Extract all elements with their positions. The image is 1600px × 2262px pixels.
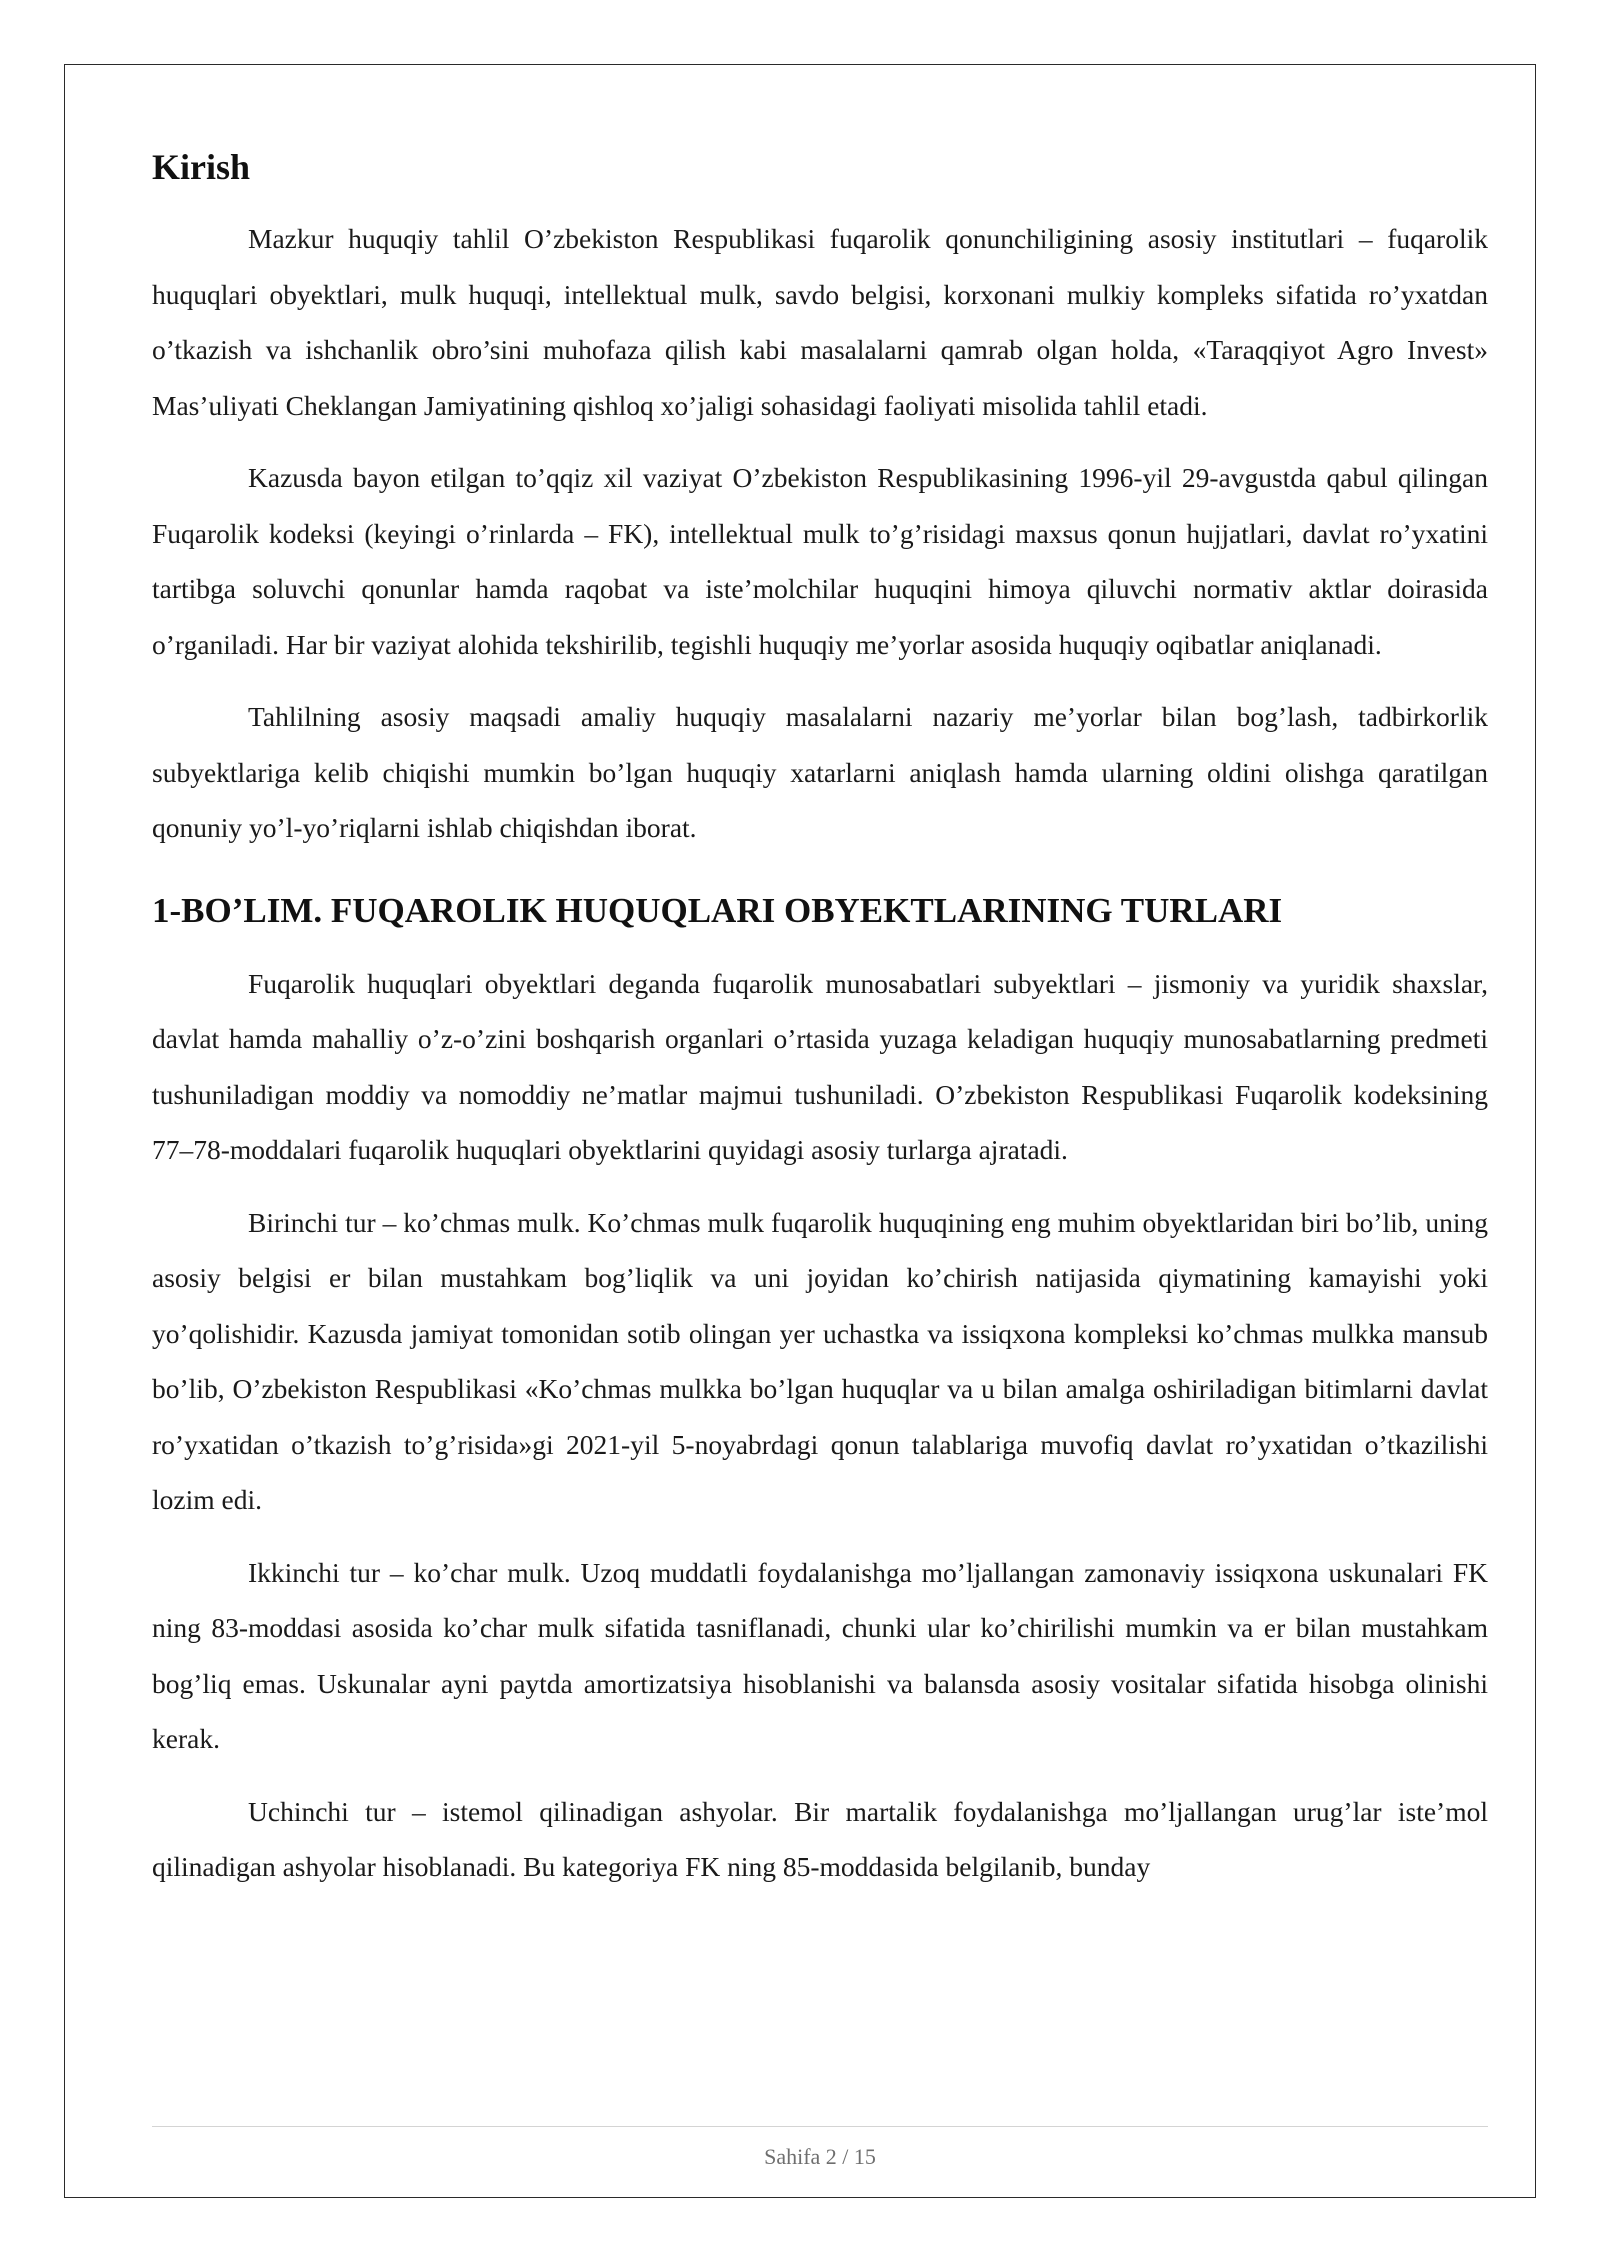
intro-paragraph-3: Tahlilning asosiy maqsadi amaliy huquqiy masalalarni nazariy me’yorlar bilan bog’lash, tadbirkorlik subyektlariga kelib chiqishi mumkin bo’lgan huquqiy xatarlarni aniqlash hamda ularning oldini olishga qaratilgan qonuniy yo’l-yo’riqlarni ishlab chiqishdan iborat.: [152, 701, 1488, 844]
section-paragraph-1: Fuqarolik huquqlari obyektlari deganda fuqarolik munosabatlari subyektlari – jismoniy va yuridik shaxslar, davlat hamda mahalliy o’z-o’zini boshqarish organlari o’rtasida yuzaga keladigan huquqiy munosabatlarning predmeti tushuniladigan moddiy va nomoddiy ne’matlar majmui tushuniladi. O’zbekiston Respublikasi Fuqarolik kodeksining 77–78-moddalari fuqarolik huquqlari obyektlarini quyidagi asosiy turlarga ajratadi.: [152, 967, 1488, 1166]
intro-paragraph-2: Kazusda bayon etilgan to’qqiz xil vaziyat O’zbekiston Respublikasining 1996-yil 29-avgustda qabul qilingan Fuqarolik kodeksi (keyingi o’rinlarda – FK), intellektual mulk to’g’risidagi maxsus qonun hujjatlari, davlat ro’yxatini tartibga soluvchi qonunlar hamda raqobat va iste’molchilar huquqini himoya qiluvchi normativ aktlar doirasida o’rganiladi. Har bir vaziyat alohida tekshirilib, tegishli huquqiy me’yorlar asosida huquqiy oqibatlar aniqlanadi.: [152, 462, 1488, 660]
document-body: [152, 146, 1488, 1912]
section-paragraph-3: Ikkinchi tur – ko’char mulk. Uzoq muddatli foydalanishga mo’ljallangan zamonaviy issiqxona uskunalari FK ning 83-moddasi asosida ko’char mulk sifatida tasniflanadi, chunki ular ko’chirilishi mumkin va er bilan mustahkam bog’liq emas. Uskunalar ayni paytda amortizatsiya hisoblanishi va balansda asosiy vositalar sifatida hisobga olinishi kerak.: [152, 1556, 1488, 1755]
section-paragraph-2: Birinchi tur – ko’chmas mulk. Ko’chmas mulk fuqarolik huquqining eng muhim obyektlaridan biri bo’lib, uning asosiy belgisi er bilan mustahkam bog’liqlik va uni joyidan ko’chirish natijasida qiymatining kamayishi yoki yo’qolishidir. Kazusda jamiyat tomonidan sotib olingan yer uchastka va issiqxona kompleksi ko’chmas mulkka mansub bo’lib, O’zbekiston Respublikasi «Ko’chmas mulkka bo’lgan huquqlar va u bilan amalga oshiriladigan bitimlarni davlat ro’yxatidan o’tkazish to’g’risida»gi 2021-yil 5-noyabrdagi qonun talablariga muvofiq davlat ro’yxatidan o’tkazilishi lozim edi.: [152, 1206, 1488, 1516]
section-heading: 1-BO’LIM. FUQAROLIK HUQUQLARI OBYEKTLARINING TURLARI: [152, 890, 1283, 930]
page-number: Sahifa 2 / 15: [764, 2144, 876, 2169]
section-paragraph-4: Uchinchi tur – istemol qilinadigan ashyolar. Bir martalik foydalanishga mo’ljallangan urug’lar iste’mol qilinadigan ashyolar hisoblanadi. Bu kategoriya FK ning 85-moddasida belgilanib, bunday: [152, 1795, 1488, 1883]
footer-divider: [152, 2126, 1488, 2127]
intro-paragraph-1: Mazkur huquqiy tahlil O’zbekiston Respublikasi fuqarolik qonunchiligining asosiy institutlari – fuqarolik huquqlari obyektlari, mulk huquqi, intellektual mulk, savdo belgisi, korxonani mulkiy kompleks sifatida ro’yxatdan o’tkazish va ishchanlik obro’sini muhofaza qilish kabi masalalarni qamrab olgan holda, «Taraqqiyot Agro Invest» Mas’uliyati Cheklangan Jamiyatining qishloq xo’jaligi sohasidagi faoliyati misolida tahlil etadi.: [152, 223, 1488, 421]
intro-heading: Kirish: [152, 147, 251, 187]
